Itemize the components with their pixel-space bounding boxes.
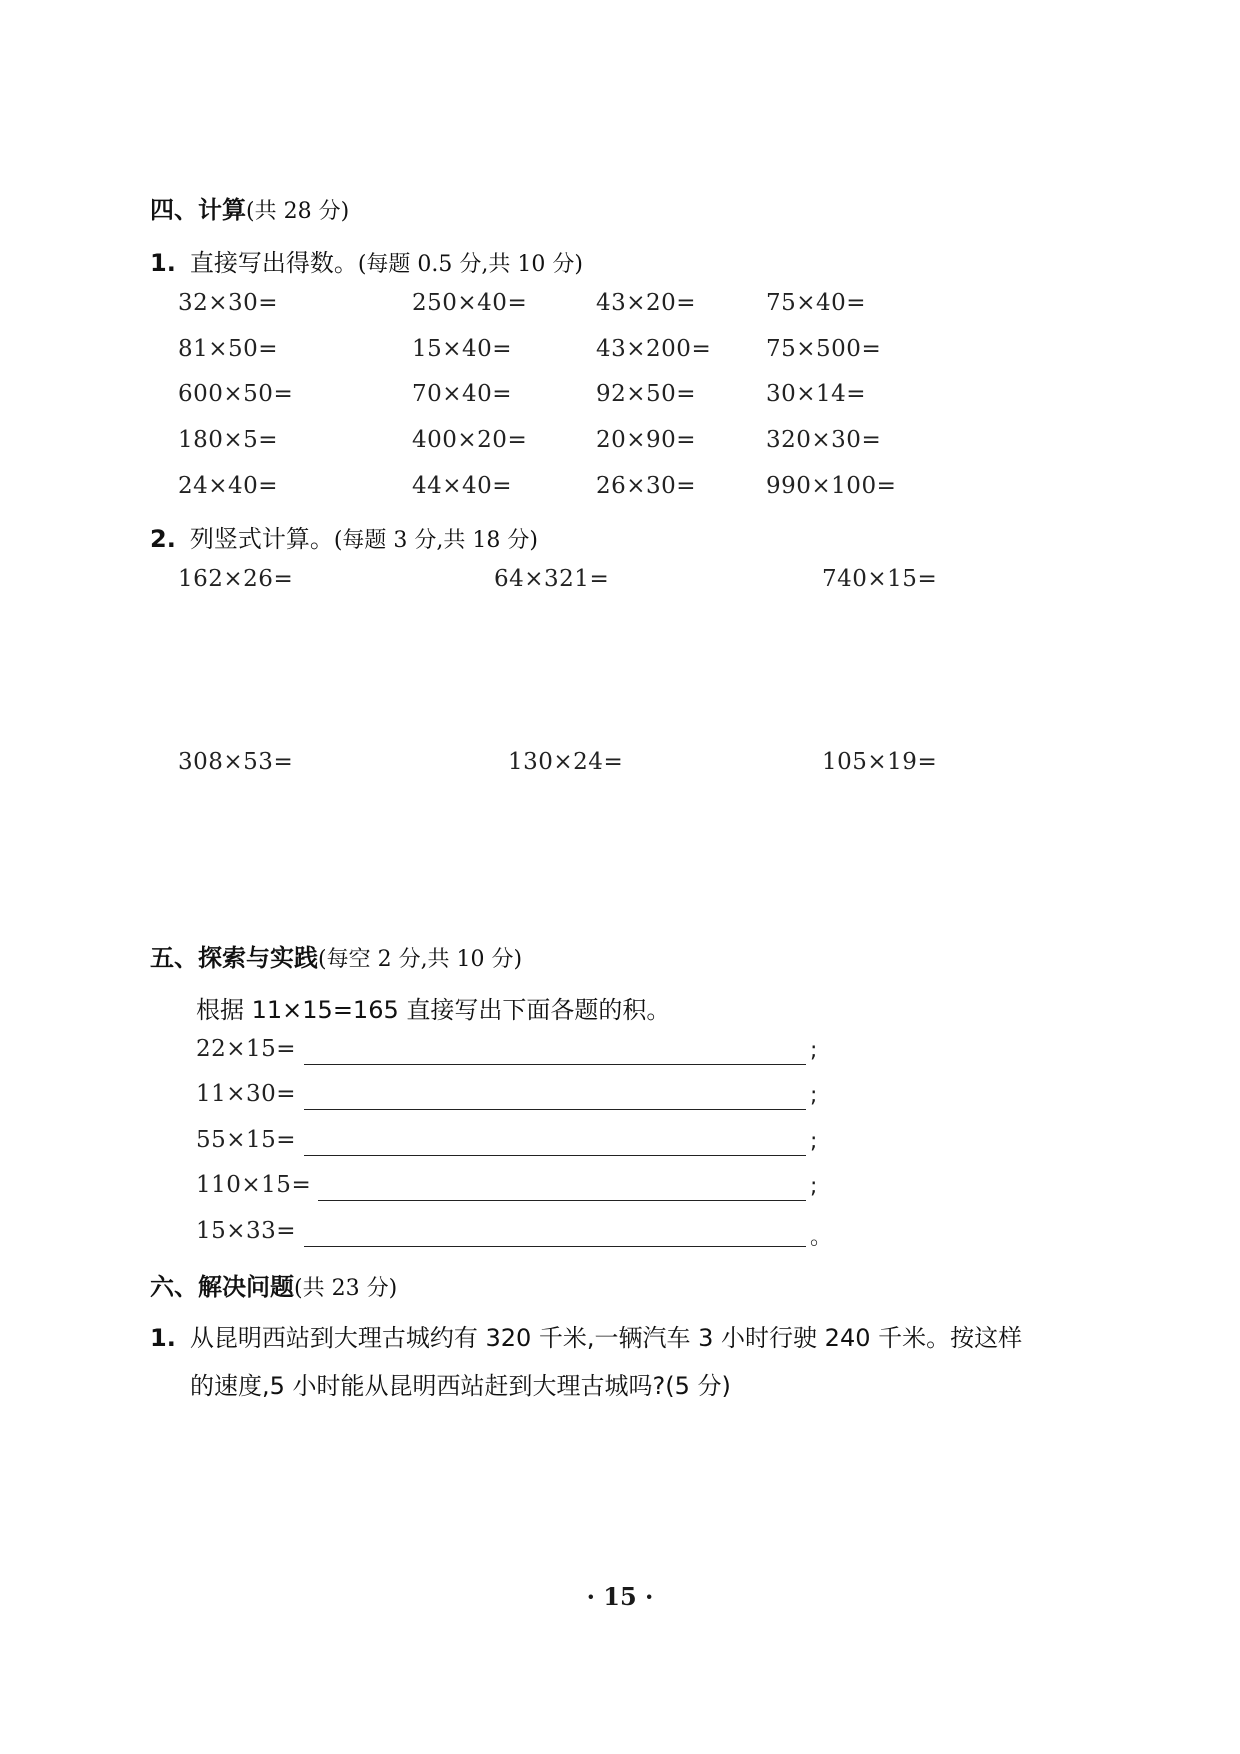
vertical-calc-item: 308×53= <box>178 749 294 775</box>
calc-item: 44×40= <box>412 473 513 499</box>
vertical-calc-item: 64×321= <box>494 566 610 592</box>
blank-end-punct: ; <box>810 1083 818 1108</box>
word-problem-line1 <box>150 1318 1022 1353</box>
q2-number: 2. <box>150 525 176 553</box>
calc-item: 81×50= <box>178 336 279 362</box>
blank-expression: 15×33= <box>196 1218 297 1244</box>
word-problem-line2: 的速度,5 小时能从昆明西站赶到大理古城吗?(5 分) <box>190 1372 731 1400</box>
section4-title: 四、计算 <box>150 196 246 224</box>
blank-end-punct: ; <box>810 1129 818 1154</box>
calc-item: 75×40= <box>766 290 867 316</box>
section5-title: 五、探索与实践 <box>150 944 318 972</box>
q1-text: 直接写出得数。 <box>189 249 358 277</box>
blank-end-punct: 。 <box>810 1225 833 1250</box>
calc-item: 43×20= <box>596 290 697 316</box>
calc-item: 320×30= <box>766 427 882 453</box>
blank-end-punct: ; <box>810 1038 818 1063</box>
blank-expression: 22×15= <box>196 1036 297 1062</box>
q2-heading <box>150 519 538 554</box>
vertical-calc-item: 162×26= <box>178 566 294 592</box>
calc-item: 250×40= <box>412 290 528 316</box>
section5-intro: 根据 11×15=165 直接写出下面各题的积。 <box>196 996 671 1024</box>
calc-item: 180×5= <box>178 427 279 453</box>
answer-blank[interactable] <box>304 1246 806 1247</box>
calc-item: 24×40= <box>178 473 279 499</box>
answer-blank[interactable] <box>304 1109 806 1110</box>
calc-item: 43×200= <box>596 336 712 362</box>
q2-points: (每题 3 分,共 18 分) <box>333 528 538 553</box>
blank-end-punct: ; <box>810 1174 818 1199</box>
word-problem-number: 1. <box>150 1324 176 1352</box>
blank-expression: 11×30= <box>196 1081 297 1107</box>
section6-heading <box>150 1267 397 1302</box>
section4-heading <box>150 190 349 225</box>
blank-expression: 55×15= <box>196 1127 297 1153</box>
calc-item: 600×50= <box>178 381 294 407</box>
answer-blank[interactable] <box>304 1064 806 1065</box>
q1-points: (每题 0.5 分,共 10 分) <box>357 252 583 277</box>
calc-item: 15×40= <box>412 336 513 362</box>
section5-points: (每空 2 分,共 10 分) <box>318 947 523 972</box>
answer-blank[interactable] <box>318 1200 806 1201</box>
section6-title: 六、解决问题 <box>150 1273 294 1301</box>
calc-item: 70×40= <box>412 381 513 407</box>
calc-item: 92×50= <box>596 381 697 407</box>
vertical-calc-item: 740×15= <box>822 566 938 592</box>
calc-item: 32×30= <box>178 290 279 316</box>
answer-blank[interactable] <box>304 1155 806 1156</box>
calc-item: 30×14= <box>766 381 867 407</box>
calc-item: 990×100= <box>766 473 897 499</box>
q2-text: 列竖式计算。 <box>189 525 334 553</box>
page-number: · 15 · <box>586 1582 654 1611</box>
q1-heading <box>150 243 583 278</box>
vertical-calc-item: 130×24= <box>508 749 624 775</box>
section5-heading <box>150 938 522 973</box>
blank-expression: 110×15= <box>196 1172 312 1198</box>
section4-points: (共 28 分) <box>246 199 350 224</box>
word-problem-text-1: 从昆明西站到大理古城约有 320 千米,一辆汽车 3 小时行驶 240 千米。按这样 <box>189 1324 1023 1352</box>
calc-item: 26×30= <box>596 473 697 499</box>
section6-points: (共 23 分) <box>294 1276 398 1301</box>
calc-item: 20×90= <box>596 427 697 453</box>
vertical-calc-item: 105×19= <box>822 749 938 775</box>
calc-item: 75×500= <box>766 336 882 362</box>
q1-number: 1. <box>150 249 176 277</box>
calc-item: 400×20= <box>412 427 528 453</box>
